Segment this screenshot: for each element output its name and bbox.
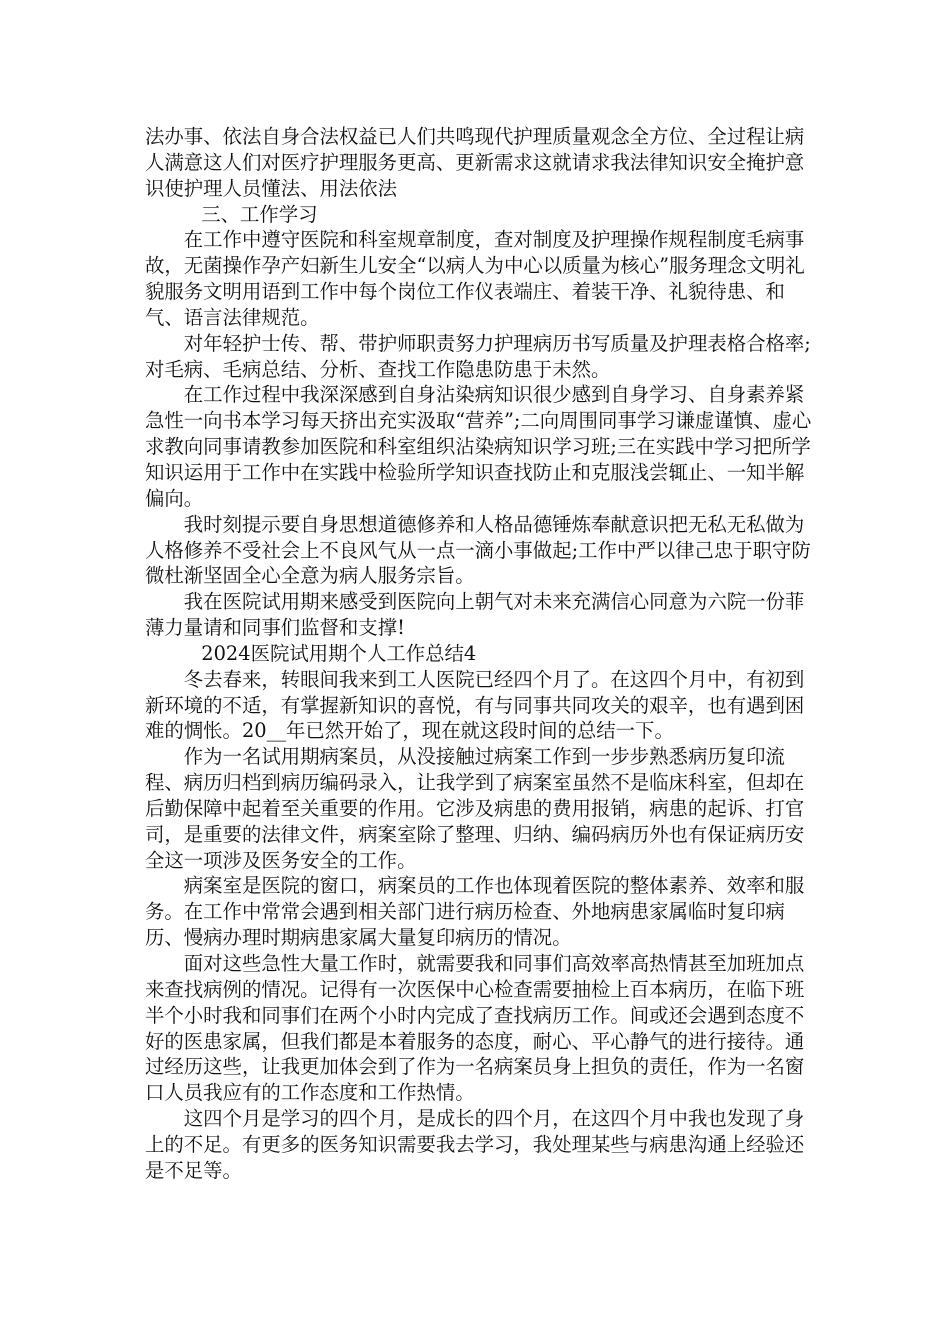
paragraph-window: 病案室是医院的窗口，病案员的工作也体现着医院的整体素养、效率和服务。在工作中常常会遇到相关部门进行病历检查、外地病患家属临时复印病历、慢病办理时期病患家属大量复印病历的情况。 xyxy=(145,874,805,950)
paragraph-learning: 在工作过程中我深深感到自身沾染病知识很少感到自身学习、自身素养紧急性一向书本学习每天挤出充实汲取“营养”;二向周围同事学习谦虚谨慎、虚心求教向同事请教参加医院和科室组织沾染病知识学习班;三在实践中学习把所学知识运用于工作中在实践中检验所学知识查找防止和克服浅尝辄止、一知半解偏向。 xyxy=(145,383,812,510)
paragraph-continuation: 法办事、依法自身合法权益已人们共鸣现代护理质量观念全方位、全过程让病人满意这人们对医疗护理服务更高、更新需求这就请求我法律知识安全掩护意识使护理人员懂法、用法依法 xyxy=(145,125,805,200)
paragraph-rules: 在工作中遵守医院和科室规章制度，查对制度及护理操作规程制度毛病事故，无菌操作孕产妇新生儿安全“以病人为中心以质量为核心”服务理念文明礼貌服务文明用语到工作中每个岗位工作仪表端庄、着装干净、礼貌待患、和气、语言法律规范。 xyxy=(145,228,805,329)
paragraph-morality: 我时刻提示要自身思想道德修养和人格品德锤炼奉献意识把无私无私做为人格修养不受社会上不良风气从一点一滴小事做起;工作中严以律己忠于职守防微杜渐坚固全心全意为病人服务宗旨。 xyxy=(145,512,811,588)
section-heading-work-study: 三、工作学习 xyxy=(201,202,318,226)
paragraph-intro: 冬去春来，转眼间我来到工人医院已经四个月了。在这四个月中，有初到新环境的不适，有掌握新知识的喜悦，有与同事共同攻关的艰辛，也有遇到困难的惆怅。20__年已然开始了，现在就这段时间的总结一下。 xyxy=(145,667,805,743)
paragraph-closing: 我在医院试用期来感受到医院向上朝气对未来充满信心同意为六院一份菲薄力量请和同事们监督和支撑! xyxy=(145,590,805,640)
paragraph-role: 作为一名试用期病案员，从没接触过病案工作到一步步熟悉病历复印流程、病历归档到病历编码录入，让我学到了病案室虽然不是临床科室，但却在后勤保障中起着至关重要的作用。它涉及病患的费用报销，病患的起诉、打官司，是重要的法律文件，病案室除了整理、归纳、编码病历外也有保证病历安全这一项涉及医务安全的工作。 xyxy=(145,745,805,872)
paragraph-workload: 面对这些急性大量工作时，就需要我和同事们高效率高热情甚至加班加点来查找病例的情况。记得有一次医保中心检查需要抽检上百本病历，在临下班半个小时我和同事们在两个小时内完成了查找病历工作。间或还会遇到态度不好的医患家属，但我们都是本着服务的态度，耐心、平心静气的进行接待。通过经历这些，让我更加体会到了作为一名病案员身上担负的责任，作为一名窗口人员我应有的工作态度和工作热情。 xyxy=(145,952,805,1105)
paragraph-growth: 这四个月是学习的四个月，是成长的四个月，在这四个月中我也发现了身上的不足。有更多的医务知识需要我去学习，我处理某些与病患沟通上经验还是不足等。 xyxy=(145,1107,805,1182)
section-heading-summary-4: 2024医院试用期个人工作总结4 xyxy=(201,641,477,665)
paragraph-mentoring: 对年轻护士传、帮、带护师职责努力护理病历书写质量及护理表格合格率;对毛病、毛病总结、分析、查找工作隐患防患于未然。 xyxy=(145,331,811,381)
document-page xyxy=(145,124,815,1184)
